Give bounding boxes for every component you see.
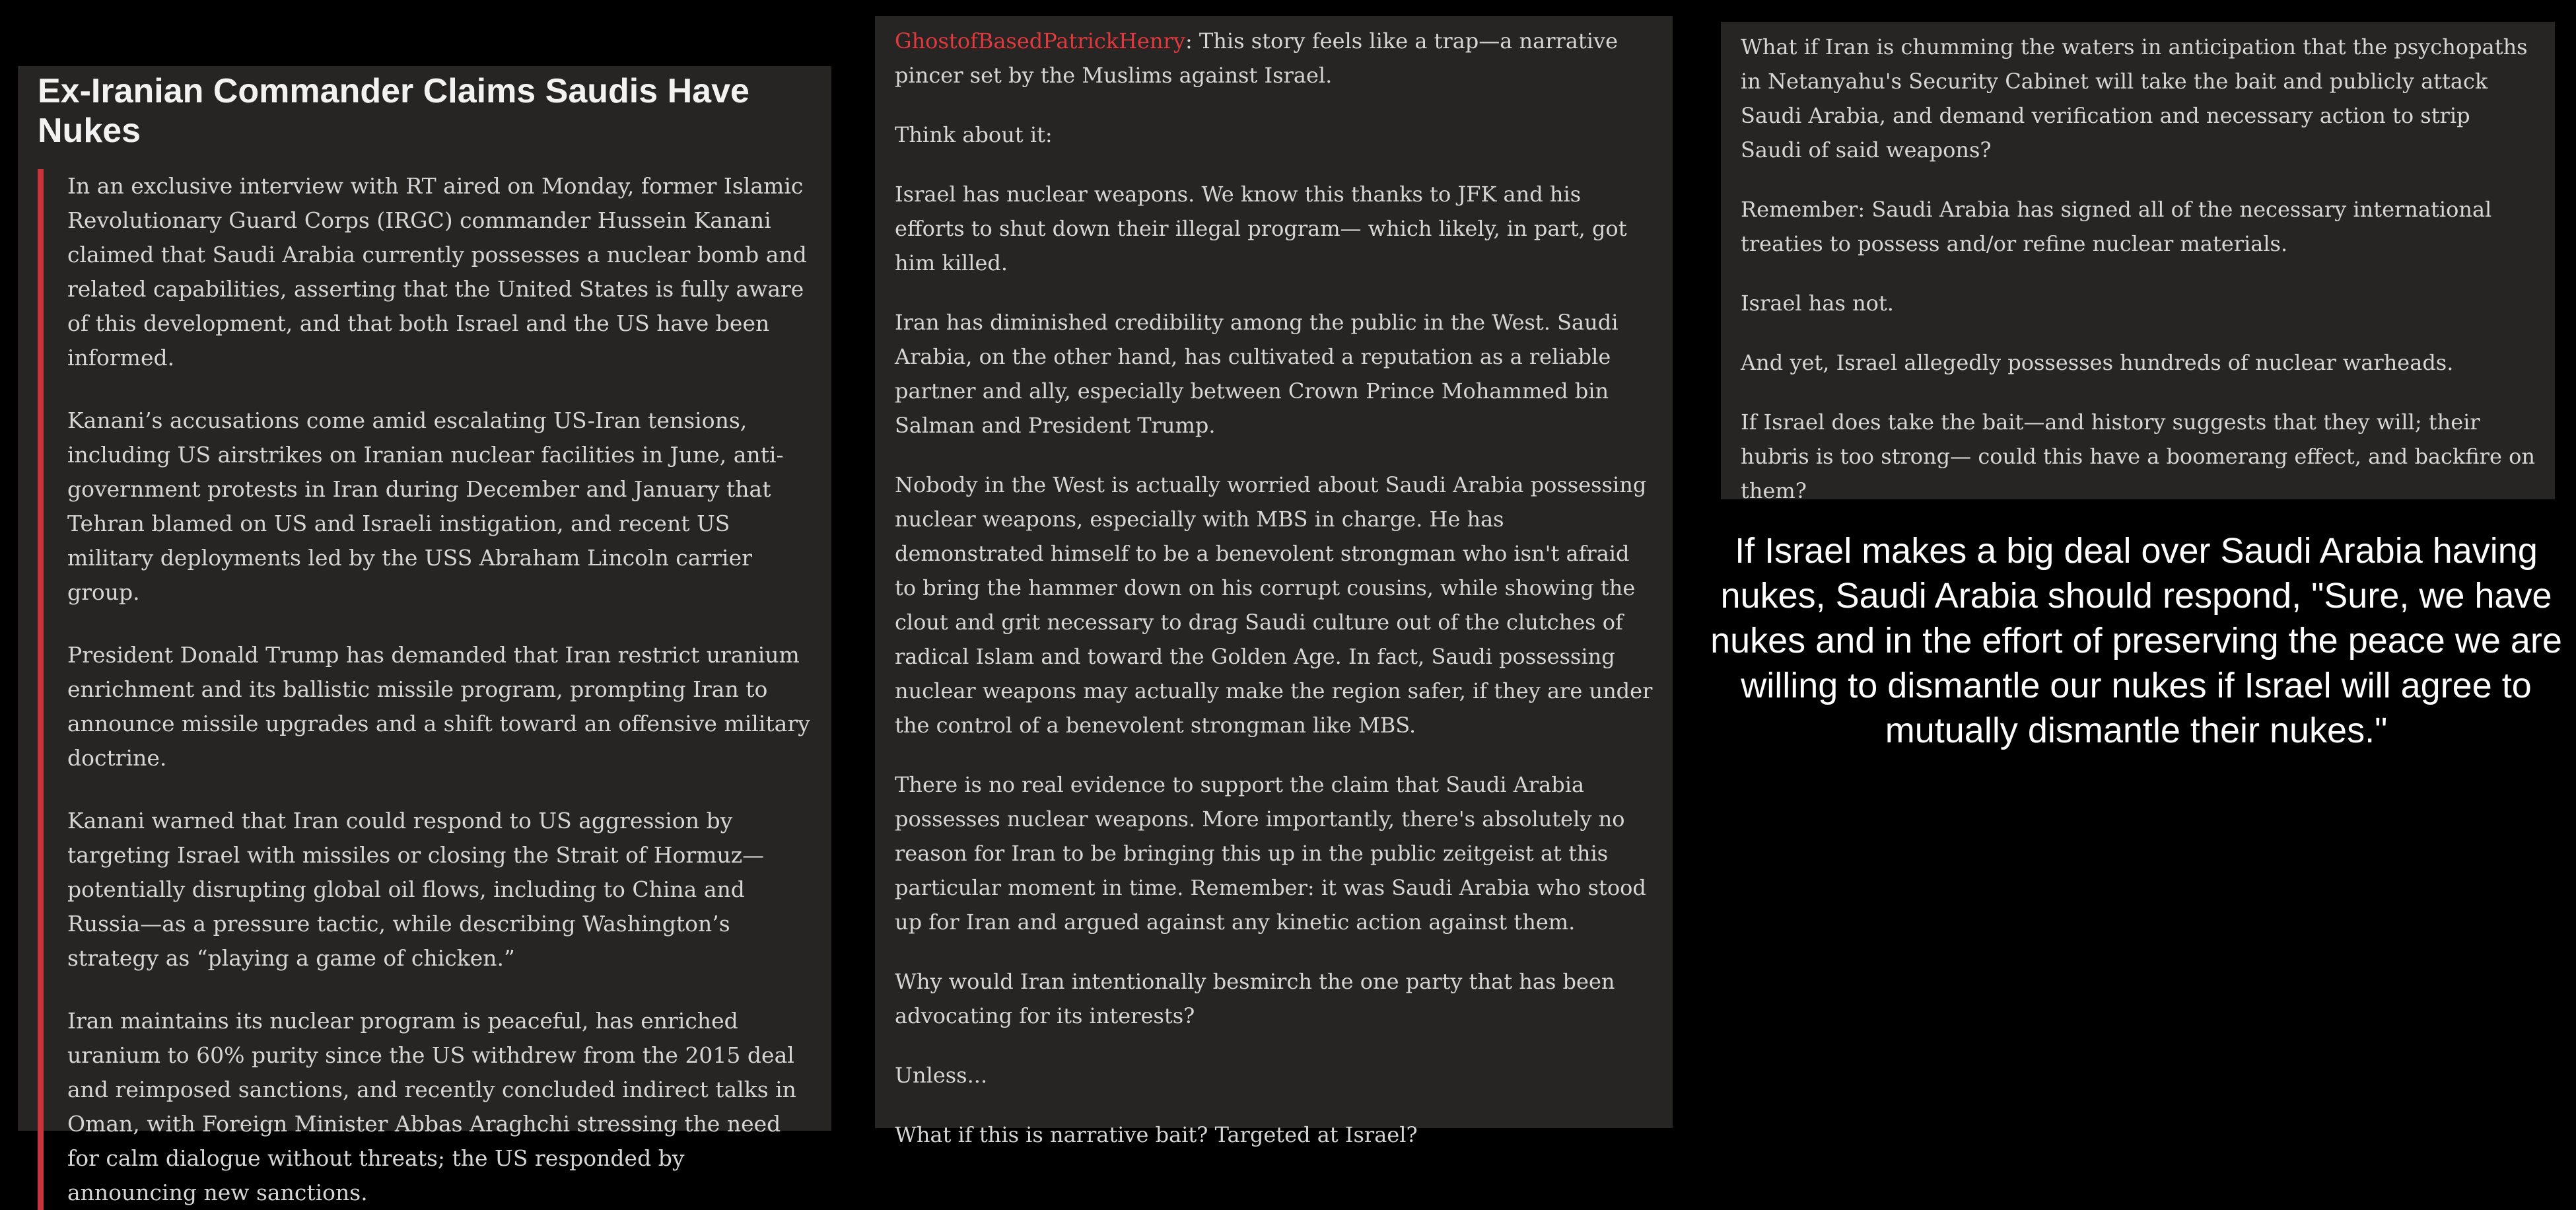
article-headline: Ex-Iranian Commander Claims Saudis Have Nukes [38,72,749,150]
followup-paragraph: Remember: Saudi Arabia has signed all of the necessary international treaties to possess and/or refine nuclear materials. [1741,197,2492,256]
followup-paragraph: If Israel does take the bait—and history suggests that they will; their hubris is too strong— could this have a boomerang effect, and backfire on them? [1741,409,2535,503]
comment-paragraph: Nobody in the West is actually worried about Saudi Arabia possessing nuclear weapons, especially with MBS in charge. He has demonstrated himself to be a benevolent strongman who isn't afraid to bring the hammer down on his corrupt cousins, while showing the clout and grit necessary to drag Saudi culture out of the clutches of radical Islam and toward the Golden Age. In fact, Saudi possessing nuclear weapons may actually make the region safer, if they are under the control of a benevolent strongman like MBS. [895,472,1653,738]
article-panel [18,66,831,1205]
article-paragraph: Iran maintains its nuclear program is peaceful, has enriched uranium to 60% purity since the US withdrew from the 2015 deal and reimposed sanctions, and recently concluded indirect talks in Oman, with Foreign Minister Abbas Araghchi stressing the need for calm dialogue without threats; the US responded by announcing new sanctions. [67,1008,796,1205]
comment-paragraph: Unless... [895,1063,988,1088]
article-blockquote [38,169,810,1210]
comment-paragraph: Israel has nuclear weapons. We know this thanks to JFK and his efforts to shut down their illegal program— which likely, in part, got him killed. [895,182,1627,275]
article-paragraph: In an exclusive interview with RT aired on Monday, former Islamic Revolutionary Guard Corps (IRGC) commander Hussein Kanani claimed that Saudi Arabia currently possesses a nuclear bomb and related capabilities, asserting that the United States is fully aware of this development, and that both Israel and the US have been informed. [67,173,807,371]
article-paragraph: Kanani’s accusations come amid escalating US-Iran tensions, including US airstrikes on Iranian nuclear facilities in June, anti-government protests in Iran during December and January that Tehran blamed on US and Israeli instigation, and recent US military deployments led by the USS Abraham Lincoln carrier group. [67,408,784,605]
followup-paragraph: Israel has not. [1741,291,1894,316]
comment-panel [875,16,1673,1147]
article-paragraph: President Donald Trump has demanded that Iran restrict uranium enrichment and its ballistic missile program, prompting Iran to announce missile upgrades and a shift toward an offensive military doctrine. [67,642,810,771]
comment-paragraph: Iran has diminished credibility among the public in the West. Saudi Arabia, on the other hand, has cultivated a reputation as a reliable partner and ally, especially between Crown Prince Mohammed bin Salman and President Trump. [895,310,1619,438]
comment-first-paragraph [895,24,1653,92]
comment-paragraph: There is no real evidence to support the claim that Saudi Arabia possesses nuclear weapons. More importantly, there's absolutely no reason for Iran to be bringing this up in the public zeitgeist at this particular moment in time. Remember: it was Saudi Arabia who stood up for Iran and argued against any kinetic action against them. [895,772,1646,935]
followup-paragraph: And yet, Israel allegedly possesses hundreds of nuclear warheads. [1741,350,2454,375]
comment-first-line: : This story feels like a trap—a narrative pincer set by the Muslims against Israel. [895,28,1618,88]
comment-paragraph: Think about it: [895,122,1053,147]
comment-paragraph: Why would Iran intentionally besmirch the one party that has been advocating for its interests? [895,969,1615,1028]
response-statement: If Israel makes a big deal over Saudi Arabia having nukes, Saudi Arabia should respond, "Sure, we have nukes and in the effort of preserving the peace we are willing to dismantle our nukes if Israel will agree to mutually dismantle their nukes." [1710,531,2562,750]
followup-panel [1721,22,2555,503]
article-paragraph: Kanani warned that Iran could respond to US aggression by targeting Israel with missiles or closing the Strait of Hormuz—potentially disrupting global oil flows, including to China and Russia—as a pressure tactic, while describing Washington’s strategy as “playing a game of chicken.” [67,808,765,971]
comment-username-link[interactable]: GhostofBasedPatrickHenry [895,28,1185,53]
followup-paragraph: What if Iran is chumming the waters in anticipation that the psychopaths in Netanyahu's Security Cabinet will take the bait and publicly attack Saudi Arabia, and demand verification and necessary action to strip Saudi of said weapons? [1741,34,2528,162]
comment-paragraph: What if this is narrative bait? Targeted at Israel? [895,1122,1418,1147]
